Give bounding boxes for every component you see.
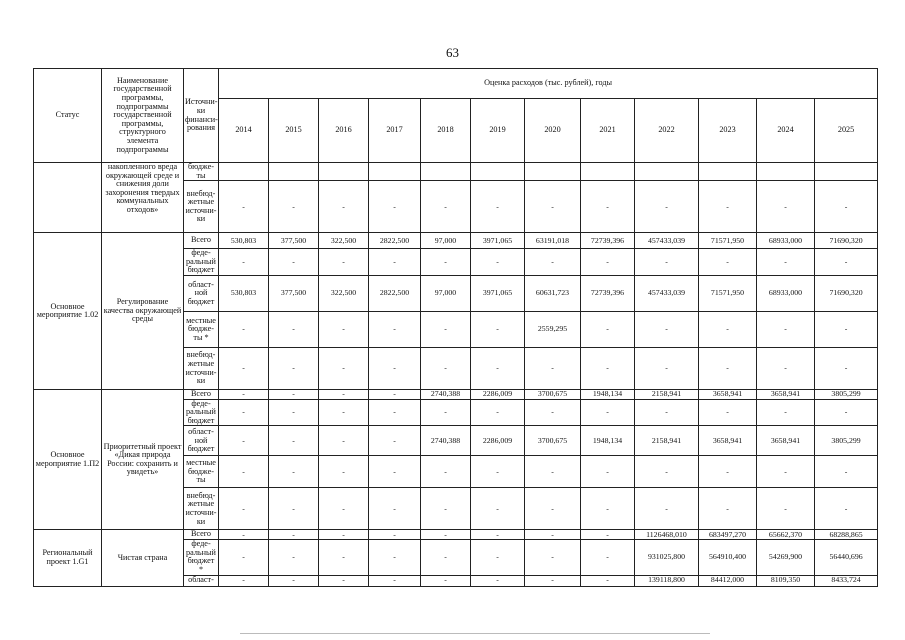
header-year: 2014	[219, 99, 269, 163]
cell-amount: -	[369, 575, 421, 586]
header-year: 2017	[369, 99, 421, 163]
cell-amount: -	[269, 540, 319, 575]
row-funding-source: местные бюдже-ты	[184, 456, 219, 488]
header-program-name: Наименование государственной программы, подпрограммы государственной программы, структурного элемента подпрограммы	[102, 69, 184, 163]
cell-amount: -	[219, 249, 269, 276]
cell-amount: -	[319, 399, 369, 426]
cell-amount: -	[269, 249, 319, 276]
row-funding-source: феде-ральный бюджет	[184, 249, 219, 276]
cell-amount: -	[471, 456, 525, 488]
cell-amount: -	[699, 249, 757, 276]
cell-amount: -	[699, 181, 757, 233]
cell-amount: -	[421, 399, 471, 426]
cell-amount: -	[219, 426, 269, 456]
cell-amount: 3700,675	[525, 390, 581, 400]
cell-amount: -	[219, 399, 269, 426]
cell-amount: -	[635, 249, 699, 276]
cell-amount: -	[525, 488, 581, 530]
cell-amount: -	[699, 312, 757, 348]
cell-amount: -	[369, 399, 421, 426]
cell-amount: -	[815, 348, 878, 390]
cell-amount: -	[421, 530, 471, 540]
cell-amount: -	[471, 575, 525, 586]
cell-amount	[369, 163, 421, 181]
cell-amount: -	[699, 348, 757, 390]
cell-amount: -	[471, 312, 525, 348]
cell-amount: -	[471, 540, 525, 575]
cell-amount: -	[815, 312, 878, 348]
cell-amount: 683497,270	[699, 530, 757, 540]
cell-amount: -	[699, 399, 757, 426]
cell-amount: -	[581, 575, 635, 586]
cell-amount: -	[699, 456, 757, 488]
cell-amount: 63191,018	[525, 233, 581, 249]
cell-amount	[319, 163, 369, 181]
cell-amount	[757, 163, 815, 181]
cell-amount: -	[525, 249, 581, 276]
cell-amount: -	[269, 348, 319, 390]
cell-amount: -	[815, 249, 878, 276]
cell-amount	[471, 163, 525, 181]
cell-amount	[699, 163, 757, 181]
cell-amount: -	[757, 181, 815, 233]
header-year: 2024	[757, 99, 815, 163]
cell-amount: -	[369, 426, 421, 456]
cell-amount: 931025,800	[635, 540, 699, 575]
cell-amount: -	[471, 399, 525, 426]
row-funding-source: местные бюдже-ты *	[184, 312, 219, 348]
header-year: 2021	[581, 99, 635, 163]
cell-amount: -	[269, 312, 319, 348]
cell-amount: -	[369, 312, 421, 348]
header-year: 2025	[815, 99, 878, 163]
cell-amount: -	[757, 249, 815, 276]
cell-amount: -	[319, 530, 369, 540]
cell-amount: 8109,350	[757, 575, 815, 586]
cell-amount	[269, 163, 319, 181]
cell-amount: 3971,065	[471, 233, 525, 249]
cell-amount: -	[581, 540, 635, 575]
cell-amount: -	[219, 488, 269, 530]
cell-amount: 97,000	[421, 276, 471, 312]
row-program-name: Приоритетный проект «Дикая природа России: сохранить и увидеть»	[102, 390, 184, 530]
cell-amount: 71690,320	[815, 276, 878, 312]
row-funding-source: област-ной бюджет	[184, 426, 219, 456]
cell-amount: -	[269, 181, 319, 233]
cell-amount: 71571,950	[699, 233, 757, 249]
cell-amount: -	[757, 456, 815, 488]
table-row	[34, 163, 878, 181]
cell-amount: -	[369, 181, 421, 233]
cell-amount: 68933,000	[757, 233, 815, 249]
row-status: Основное мероприятие 1.П2	[34, 390, 102, 530]
cell-amount: -	[269, 399, 319, 426]
cell-amount: -	[319, 575, 369, 586]
cell-amount: -	[635, 348, 699, 390]
cell-amount: -	[319, 488, 369, 530]
cell-amount: -	[815, 488, 878, 530]
header-funding-sources: Источни-ки финанси-рования	[184, 69, 219, 163]
cell-amount: -	[219, 348, 269, 390]
cell-amount: 1948,134	[581, 426, 635, 456]
cell-amount: -	[635, 488, 699, 530]
cell-amount: 2740,388	[421, 426, 471, 456]
cell-amount: -	[369, 249, 421, 276]
cell-amount: -	[369, 456, 421, 488]
cell-amount: 72739,396	[581, 276, 635, 312]
cell-amount: 2822,500	[369, 233, 421, 249]
cell-amount: 1126468,010	[635, 530, 699, 540]
cell-amount: -	[319, 390, 369, 400]
cell-amount: 322,500	[319, 276, 369, 312]
cell-amount: 377,500	[269, 233, 319, 249]
header-year: 2015	[269, 99, 319, 163]
cell-amount: -	[581, 249, 635, 276]
cell-amount: 68933,000	[757, 276, 815, 312]
header-year: 2016	[319, 99, 369, 163]
row-funding-source: област-	[184, 575, 219, 586]
cell-amount: -	[581, 348, 635, 390]
cell-amount: -	[269, 575, 319, 586]
cell-amount: 3658,941	[699, 426, 757, 456]
cell-amount: -	[815, 181, 878, 233]
cell-amount: -	[269, 530, 319, 540]
cell-amount: -	[219, 540, 269, 575]
cell-amount: 56440,696	[815, 540, 878, 575]
header-year: 2019	[471, 99, 525, 163]
cell-amount: 8433,724	[815, 575, 878, 586]
cell-amount: 54269,900	[757, 540, 815, 575]
row-funding-source: Всего	[184, 233, 219, 249]
cell-amount: -	[635, 181, 699, 233]
row-funding-source: внебюд-жетные источни-ки	[184, 488, 219, 530]
cell-amount: -	[219, 390, 269, 400]
cell-amount: -	[319, 312, 369, 348]
cell-amount: 457433,039	[635, 233, 699, 249]
cell-amount	[525, 163, 581, 181]
cell-amount: -	[369, 540, 421, 575]
cell-amount: -	[525, 399, 581, 426]
cell-amount: 2286,009	[471, 390, 525, 400]
cell-amount: -	[635, 312, 699, 348]
cell-amount: 3658,941	[699, 390, 757, 400]
cell-amount: 3805,299	[815, 390, 878, 400]
cell-amount: -	[219, 575, 269, 586]
header-expenditure-estimate: Оценка расходов (тыс. рублей), годы	[219, 69, 878, 99]
cell-amount: 72739,396	[581, 233, 635, 249]
cell-amount: -	[581, 312, 635, 348]
cell-amount: -	[471, 181, 525, 233]
cell-amount: -	[815, 456, 878, 488]
cell-amount: -	[319, 181, 369, 233]
page-divider	[240, 633, 710, 634]
cell-amount: 71571,950	[699, 276, 757, 312]
cell-amount: -	[219, 312, 269, 348]
cell-amount: -	[319, 540, 369, 575]
cell-amount: -	[581, 456, 635, 488]
cell-amount: -	[421, 181, 471, 233]
row-funding-source: Всего	[184, 530, 219, 540]
cell-amount	[219, 163, 269, 181]
cell-amount: -	[269, 390, 319, 400]
header-year: 2022	[635, 99, 699, 163]
cell-amount: -	[699, 488, 757, 530]
cell-amount: -	[525, 456, 581, 488]
cell-amount: 564910,400	[699, 540, 757, 575]
cell-amount: -	[581, 181, 635, 233]
cell-amount: 322,500	[319, 233, 369, 249]
cell-amount: 530,803	[219, 233, 269, 249]
cell-amount: 530,803	[219, 276, 269, 312]
cell-amount: 139118,800	[635, 575, 699, 586]
row-program-name: накопленного вреда окружающей среде и снижения доли захоронения твердых коммунальных отходов»	[102, 163, 184, 233]
row-program-name: Регулирование качества окружающей среды	[102, 233, 184, 390]
cell-amount: -	[421, 488, 471, 530]
cell-amount: -	[471, 488, 525, 530]
cell-amount: -	[471, 249, 525, 276]
expenditure-table	[33, 68, 878, 587]
cell-amount: -	[757, 312, 815, 348]
cell-amount	[635, 163, 699, 181]
cell-amount: -	[525, 348, 581, 390]
cell-amount: -	[219, 181, 269, 233]
row-status: Региональный проект 1.G1	[34, 530, 102, 586]
cell-amount: 3658,941	[757, 390, 815, 400]
cell-amount: -	[815, 399, 878, 426]
table-body	[34, 163, 878, 587]
cell-amount: -	[471, 348, 525, 390]
cell-amount: 60631,723	[525, 276, 581, 312]
cell-amount: -	[581, 488, 635, 530]
cell-amount: -	[757, 399, 815, 426]
cell-amount: 2286,009	[471, 426, 525, 456]
table-row	[34, 530, 878, 540]
cell-amount: -	[319, 426, 369, 456]
cell-amount: 3805,299	[815, 426, 878, 456]
cell-amount: 457433,039	[635, 276, 699, 312]
header-year: 2020	[525, 99, 581, 163]
row-funding-source: внебюд-жетные источни-ки	[184, 348, 219, 390]
cell-amount: -	[635, 456, 699, 488]
cell-amount	[581, 163, 635, 181]
table-row	[34, 233, 878, 249]
row-status	[34, 163, 102, 233]
cell-amount: -	[421, 540, 471, 575]
cell-amount: -	[319, 348, 369, 390]
cell-amount: 3658,941	[757, 426, 815, 456]
cell-amount: -	[269, 426, 319, 456]
cell-amount: -	[369, 530, 421, 540]
cell-amount: -	[269, 488, 319, 530]
cell-amount: 2740,388	[421, 390, 471, 400]
cell-amount: 2158,941	[635, 390, 699, 400]
cell-amount: 84412,000	[699, 575, 757, 586]
cell-amount	[815, 163, 878, 181]
cell-amount: -	[319, 456, 369, 488]
cell-amount: 68288,865	[815, 530, 878, 540]
cell-amount: -	[369, 390, 421, 400]
cell-amount: -	[757, 488, 815, 530]
cell-amount: -	[219, 456, 269, 488]
row-program-name: Чистая страна	[102, 530, 184, 586]
cell-amount: 1948,134	[581, 390, 635, 400]
cell-amount: -	[421, 575, 471, 586]
cell-amount: 71690,320	[815, 233, 878, 249]
cell-amount: -	[421, 348, 471, 390]
cell-amount: 2559,295	[525, 312, 581, 348]
cell-amount: -	[471, 530, 525, 540]
cell-amount: -	[525, 530, 581, 540]
table-row	[34, 390, 878, 400]
cell-amount: 377,500	[269, 276, 319, 312]
row-funding-source: феде-ральный бюджет *	[184, 540, 219, 575]
cell-amount: -	[635, 399, 699, 426]
cell-amount: -	[525, 575, 581, 586]
cell-amount: 2822,500	[369, 276, 421, 312]
cell-amount: -	[421, 312, 471, 348]
row-funding-source: Всего	[184, 390, 219, 400]
cell-amount: -	[421, 456, 471, 488]
cell-amount: -	[581, 399, 635, 426]
cell-amount: -	[525, 540, 581, 575]
cell-amount: -	[757, 348, 815, 390]
row-status: Основное мероприятие 1.02	[34, 233, 102, 390]
row-funding-source: внебюд-жетные источни-ки	[184, 181, 219, 233]
cell-amount: 3971,065	[471, 276, 525, 312]
cell-amount: -	[319, 249, 369, 276]
cell-amount: 3700,675	[525, 426, 581, 456]
cell-amount: 2158,941	[635, 426, 699, 456]
row-funding-source: бюдже-ты	[184, 163, 219, 181]
cell-amount: -	[421, 249, 471, 276]
cell-amount: -	[525, 181, 581, 233]
cell-amount: -	[369, 488, 421, 530]
header-year: 2018	[421, 99, 471, 163]
cell-amount: 65662,370	[757, 530, 815, 540]
header-status: Статус	[34, 69, 102, 163]
page-number: 63	[446, 45, 459, 60]
cell-amount	[421, 163, 471, 181]
header-year: 2023	[699, 99, 757, 163]
cell-amount: -	[581, 530, 635, 540]
cell-amount: -	[369, 348, 421, 390]
row-funding-source: област-ной бюджет	[184, 276, 219, 312]
cell-amount: -	[219, 530, 269, 540]
cell-amount: -	[269, 456, 319, 488]
row-funding-source: феде-ральный бюджет	[184, 399, 219, 426]
cell-amount: 97,000	[421, 233, 471, 249]
